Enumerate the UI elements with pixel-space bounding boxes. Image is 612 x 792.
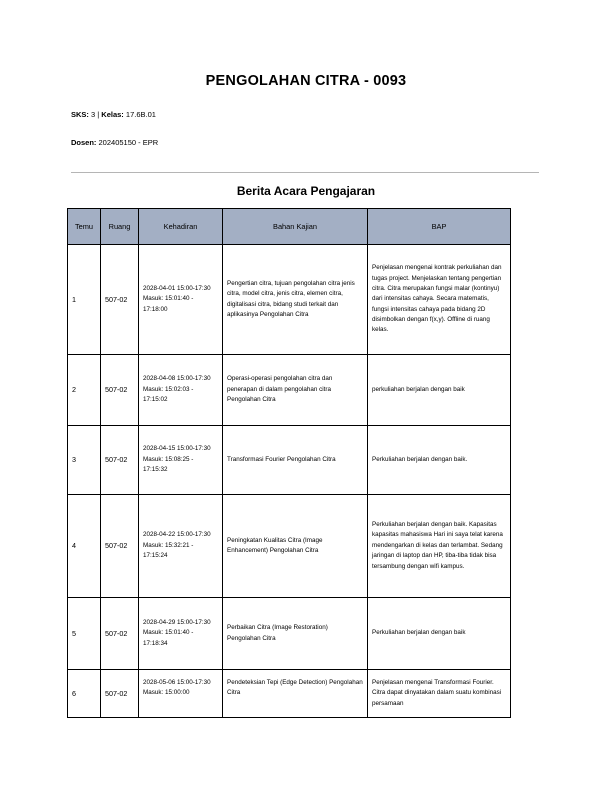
teaching-record-table [67, 208, 511, 718]
cell-kehadiran [139, 495, 223, 598]
course-meta [71, 110, 156, 119]
cell-bahan-kajian: Perbaikan Citra (Image Restoration) Pengolahan Citra [223, 598, 368, 670]
sks-value: 3 | [88, 110, 102, 119]
cell-bahan-kajian: Transformasi Fourier Pengolahan Citra [223, 426, 368, 495]
cell-bahan-kajian: Peningkatan Kualitas Citra (Image Enhancement) Pengolahan Citra [223, 495, 368, 598]
cell-kehadiran [139, 670, 223, 718]
header-kehadiran: Kehadiran [139, 209, 223, 245]
kelas-label: Kelas: [101, 110, 124, 119]
schedule-time: 2028-05-06 15:00-17:30 [143, 679, 211, 686]
cell-temu: 1 [68, 245, 101, 355]
cell-ruang: 507-02 [101, 355, 139, 426]
schedule-time: 2028-04-29 15:00-17:30 [143, 618, 211, 626]
header-ruang: Ruang [101, 209, 139, 245]
cell-bap: Perkuliahan berjalan dengan baik [368, 598, 511, 670]
schedule-time: 2028-04-08 15:00-17:30 [143, 375, 211, 383]
cell-bahan-kajian: Operasi-operasi pengolahan citra dan penerapan di dalam pengolahan citra Pengolahan Citra [223, 355, 368, 426]
cell-bap: Perkuliahan berjalan dengan baik. [368, 426, 511, 495]
cell-ruang: 507-02 [101, 495, 139, 598]
sks-label: SKS: [71, 110, 89, 119]
table-row [68, 670, 511, 718]
cell-bahan-kajian: Pengertian citra, tujuan pengolahan citra jenis citra, model citra, jenis citra, elemen citra, digitalisasi citra, bidang studi terkait dan aplikasinya Pengolahan Citra [223, 245, 368, 355]
dosen-label: Dosen: [71, 138, 97, 147]
cell-bap: Penjelasan mengenai kontrak perkuliahan dan tugas project. Menjelaskan tentang pengertian citra. Citra merupakan fungsi malar (kontinyu) dari intensitas cahaya. Secara matematis, fungsi intensitas cahaya pada bidang 2D disimbolkan dengan f(x,y). Offline di ruang kelas. [368, 245, 511, 355]
cell-kehadiran [139, 426, 223, 495]
document-title: PENGOLAHAN CITRA - 0093 [205, 73, 407, 89]
check-in-time: Masuk: 15:00:00 [143, 689, 190, 697]
cell-ruang: 507-02 [101, 245, 139, 355]
divider [71, 172, 539, 173]
check-in-time: Masuk: 15:08:25 - 17:15:32 [143, 455, 194, 474]
cell-temu: 6 [68, 670, 101, 718]
check-in-time: Masuk: 15:32:21 - 17:15:24 [143, 541, 194, 560]
cell-kehadiran [139, 355, 223, 426]
cell-temu: 2 [68, 355, 101, 426]
dosen-value: 202405150 - EPR [96, 138, 159, 147]
section-title: Berita Acara Pengajaran [236, 184, 376, 198]
schedule-time: 2028-04-01 15:00-17:30 [143, 284, 211, 292]
header-bahan-kajian: Bahan Kajian [223, 209, 368, 245]
cell-kehadiran [139, 245, 223, 355]
cell-bap: perkuliahan berjalan dengan baik [368, 355, 511, 426]
schedule-time: 2028-04-22 15:00-17:30 [143, 531, 211, 539]
cell-bahan-kajian: Pendeteksian Tepi (Edge Detection) Pengolahan Citra [223, 670, 368, 718]
table-row [68, 245, 511, 355]
kelas-value: 17.6B.01 [123, 110, 156, 119]
check-in-time: Masuk: 15:01:40 - 17:18:34 [143, 629, 194, 647]
check-in-time: Masuk: 15:02:03 - 17:15:02 [143, 385, 194, 404]
header-bap: BAP [368, 209, 511, 245]
cell-kehadiran [139, 598, 223, 670]
cell-bap: Perkuliahan berjalan dengan baik. Kapasitas kapasitas mahasiswa Hari ini saya telat karena mendengarkan di kelas dan terlambat. Sedang jaringan di laptop dan HP, tiba-tiba tidak bisa tersambung dengan wifi kampus. [368, 495, 511, 598]
cell-ruang: 507-02 [101, 598, 139, 670]
table-row [68, 426, 511, 495]
table-row [68, 355, 511, 426]
table-row [68, 598, 511, 670]
schedule-time: 2028-04-15 15:00-17:30 [143, 445, 211, 453]
cell-temu: 3 [68, 426, 101, 495]
lecturer-meta [71, 138, 158, 147]
cell-bap: Penjelasan mengenai Transformasi Fourier. Citra dapat dinyatakan dalam suatu kombinasi persamaan [368, 670, 511, 718]
cell-ruang: 507-02 [101, 670, 139, 718]
cell-temu: 4 [68, 495, 101, 598]
table-row [68, 495, 511, 598]
table-header-row [68, 209, 511, 245]
header-temu: Temu [68, 209, 101, 245]
cell-temu: 5 [68, 598, 101, 670]
check-in-time: Masuk: 15:01:40 - 17:18:00 [143, 295, 194, 313]
cell-ruang: 507-02 [101, 426, 139, 495]
